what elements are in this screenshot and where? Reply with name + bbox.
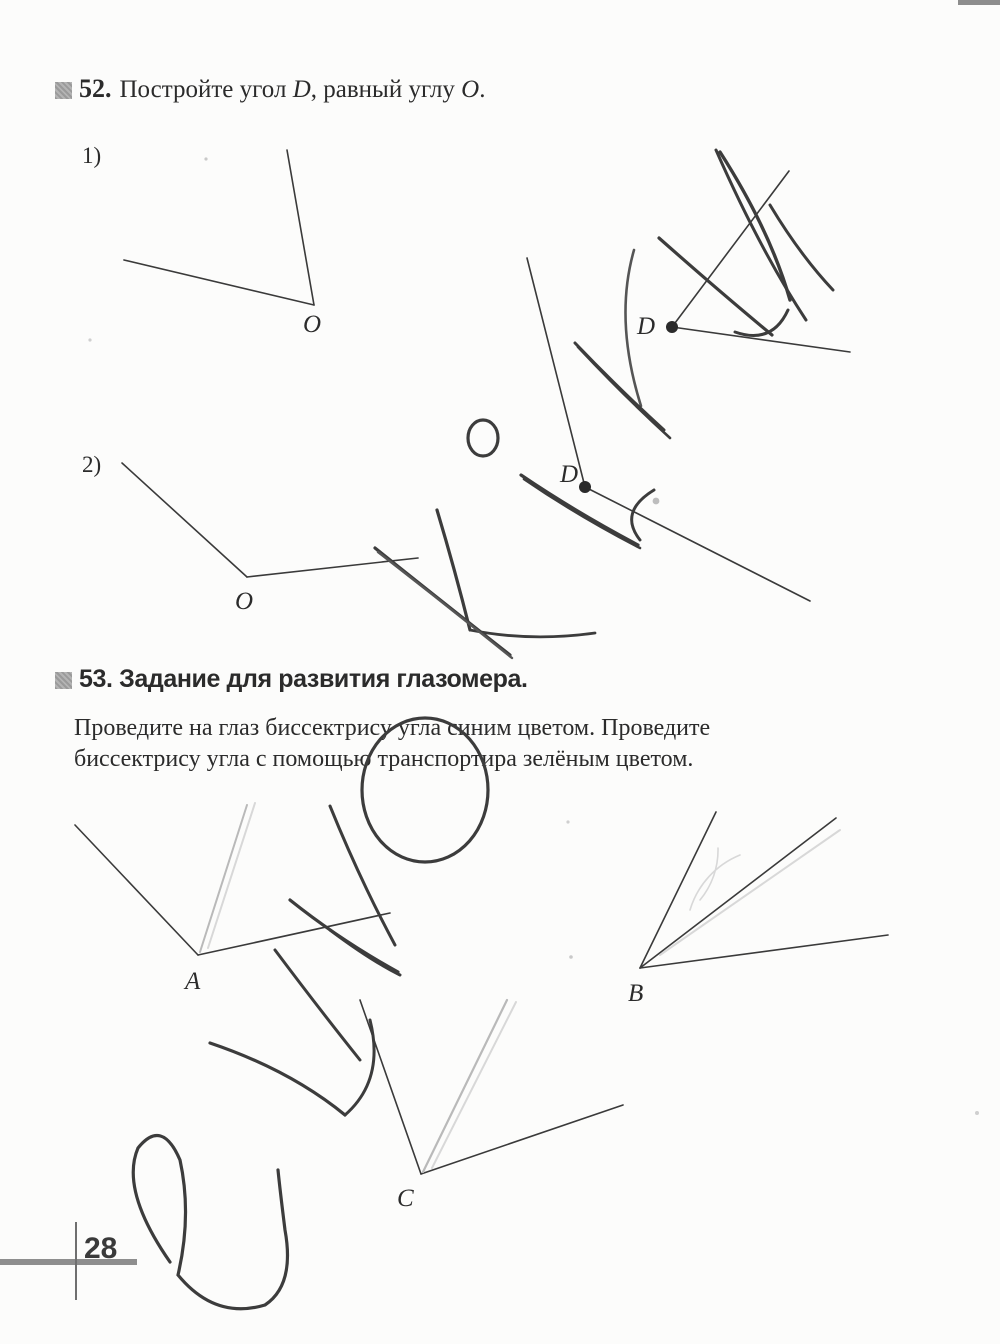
square-bullet-icon [55,82,72,99]
task-53-paragraph [74,713,890,775]
scanner-edge-artifact [958,0,1000,5]
page-number: 28 [84,1232,118,1265]
paragraph-line-1: Проведите на глаз биссектрису угла синим цветом. Проведите [74,715,711,741]
angle-d-1-printed [666,171,850,352]
task-52-text-before: Постройте угол [119,76,293,103]
vertex-label-o-2: O [235,588,254,615]
angle-o-2-printed [122,463,418,577]
vertex-label-d-2: D [560,461,579,488]
angle-b-printed [640,812,888,968]
square-bullet-icon [55,672,72,689]
angle-a-bisector-drawn [200,803,255,952]
vertex-dot-d-1 [666,321,678,333]
pencil-scribbles-mid [210,806,400,1115]
task-52-number: 52. [79,74,112,103]
vertex-label-c: C [397,1185,414,1212]
angle-a-printed [75,825,390,955]
task-52-text-middle: , равный углу [310,76,462,103]
task-52-italic-o: O [461,76,480,103]
vertex-label-a: A [185,968,201,995]
vertex-label-b: B [628,980,644,1007]
task-53-heading-text: 53. Задание для развития глазомера. [79,665,528,693]
vertex-dot-d-2 [579,481,591,493]
subitem-label-2: 2) [82,452,102,477]
pencil-loop-scribble [133,1136,287,1309]
footer-tick-mark [75,1222,77,1300]
vertex-label-d-1: D [637,313,656,340]
angle-c-printed [360,1000,623,1174]
task-52-italic-d: D [292,76,311,103]
task-52-heading [55,74,485,104]
task-52-text-after: . [479,76,486,103]
subitem-label-1: 1) [82,143,102,168]
scan-specks [88,157,979,1115]
angle-c-bisector-drawn [423,1000,516,1172]
angle-b-bisector-drawn [640,818,840,968]
angle-o-1-printed [124,150,314,305]
task-53-heading [55,665,528,694]
angle-d-2-printed [527,258,810,601]
vertex-label-o-1: O [303,311,322,338]
pencil-construction-d-1 [575,150,833,438]
paragraph-line-2: биссектрису угла с помощью транспортира зелёным цветом. [74,746,694,772]
pencil-marks-item-2 [375,420,654,658]
